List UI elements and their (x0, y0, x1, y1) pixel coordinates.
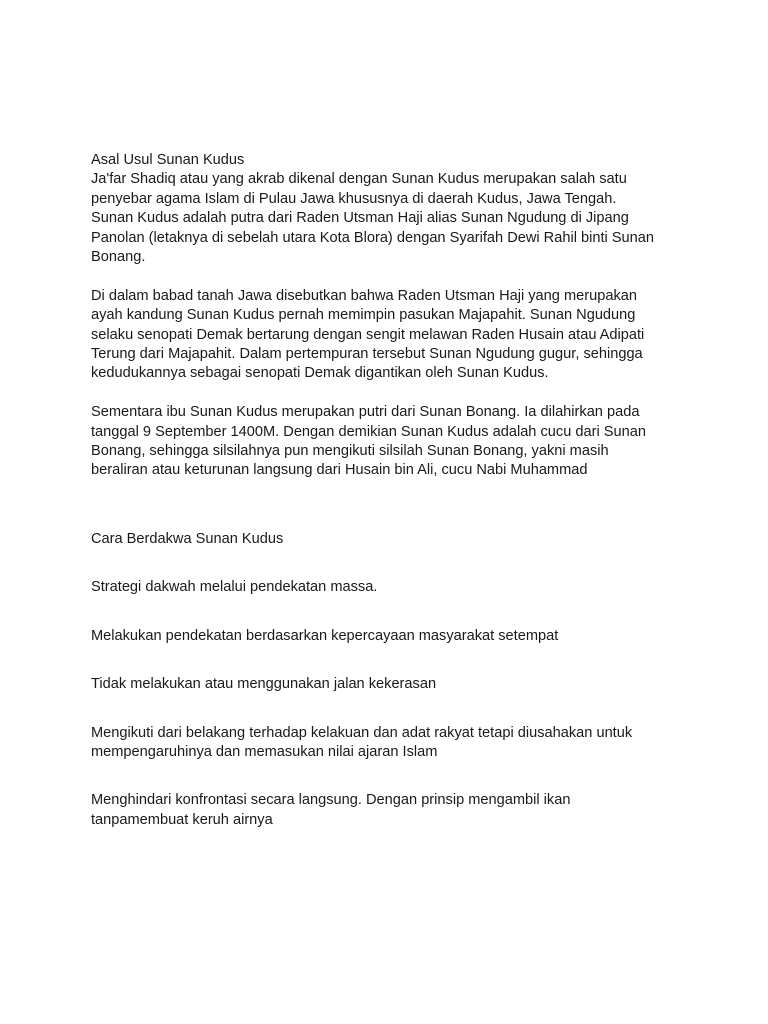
list-item: Tidak melakukan atau menggunakan jalan kekerasan (91, 676, 437, 693)
list-item: Strategi dakwah melalui pendekatan massa. (91, 579, 378, 596)
intro-paragraph: Ja'far Shadiq atau yang akrab dikenal dengan Sunan Kudus merupakan salah satu penyebar agama Islam di Pulau Jawa khususnya di daerah Kudus, Jawa Tengah. Sunan Kudus adalah putra dari Raden Utsman Haji alias Sunan Ngudung di Jipang Panolan (letaknya di sebelah utara Kota Blora) dengan Syarifah Dewi Rahil binti Sunan Bonang. (91, 171, 655, 266)
document-body (91, 151, 691, 830)
document-title: Asal Usul Sunan Kudus (91, 152, 245, 168)
section-heading: Cara Berdakwa Sunan Kudus (91, 530, 284, 547)
list-item: Mengikuti dari belakang terhadap kelakuan dan adat rakyat tetapi diusahakan untuk mempengaruhinya dan memasukan nilai ajaran Islam (91, 724, 633, 760)
list-item: Melakukan pendekatan berdasarkan kepercayaan masyarakat setempat (91, 627, 559, 644)
paragraph-ayah: Di dalam babad tanah Jawa disebutkan bahwa Raden Utsman Haji yang merupakan ayah kandung Sunan Kudus pernah memimpin pasukan Majapahit. Sunan Ngudung selaku senopati Demak bertarung dengan sengit melawan Raden Husain atau Adipati Terung dari Majapahit. Dalam pertempuran tersebut Sunan Ngudung gugur, sehingga kedudukannya sebagai senopati Demak digantikan oleh Sunan Kudus. (91, 287, 645, 382)
paragraph-ibu: Sementara ibu Sunan Kudus merupakan putri dari Sunan Bonang. Ia dilahirkan pada tanggal 9 September 1400M. Dengan demikian Sunan Kudus adalah cucu dari Sunan Bonang, sehingga silsilahnya pun mengikuti silsilah Sunan Bonang, yakni masih beraliran atau keturunan langsung dari Husain bin Ali, cucu Nabi Muhammad (91, 404, 646, 479)
list-item: Menghindari konfrontasi secara langsung. Dengan prinsip mengambil ikan tanpamembuat keruh airnya (91, 792, 571, 828)
